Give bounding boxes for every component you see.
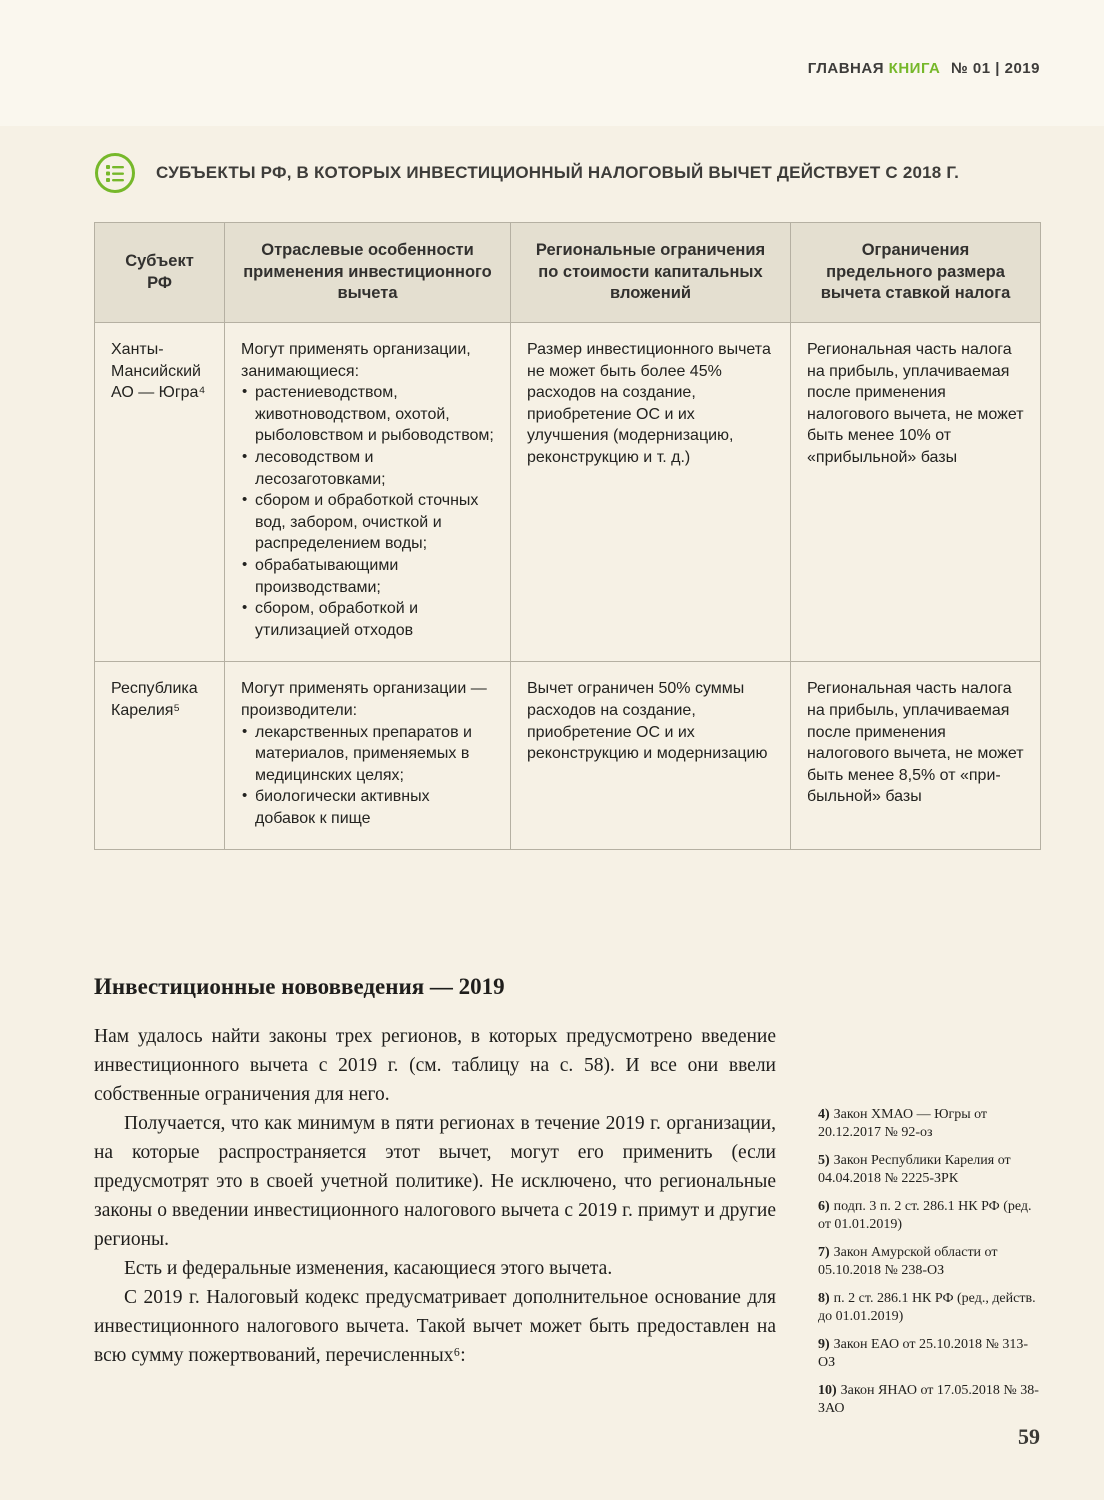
footnote — [818, 1106, 1040, 1142]
footnote-text: подп. 3 п. 2 ст. 286.1 НК РФ (ред. от 01.01.2019) — [818, 1199, 1032, 1232]
bullet-item: • биологически активных добавок к пище — [241, 786, 494, 829]
footnote — [818, 1290, 1040, 1326]
footnote — [818, 1152, 1040, 1188]
issue-label: № 01 | 2019 — [951, 60, 1040, 77]
industry-cell — [225, 662, 511, 850]
industry-intro: Могут применять организации, занимающиеся: — [241, 341, 471, 380]
bullet-item: • сбором и обработкой сточных вод, забором, очисткой и распределением воды; — [241, 490, 494, 555]
table-row — [95, 662, 1041, 850]
subject-cell: Ханты-Мансийский АО — Югра⁴ — [95, 323, 225, 662]
capital-limit-cell: Размер инвестиционного вычета не может быть более 45% расходов на создание, приобретение ОС и их улучшения (модернизацию, реконструкцию и т. д.) — [511, 323, 791, 662]
footnote-number: 4) — [818, 1107, 830, 1122]
footnotes-column — [818, 974, 1040, 1428]
footnote-text: п. 2 ст. 286.1 НК РФ (ред., действ. до 01.01.2019) — [818, 1291, 1036, 1324]
bullet-item: • лесоводством и лесозаготовками; — [241, 447, 494, 490]
footnote-text: Закон ХМАО — Югры от 20.12.2017 № 92-оз — [818, 1107, 988, 1140]
industry-bullet-list — [241, 722, 494, 830]
page-header — [808, 60, 1040, 77]
table-row — [95, 323, 1041, 662]
footnote-number: 6) — [818, 1199, 830, 1214]
footnote-text: Закон ЯНАО от 17.05.2018 № 38-ЗАО — [818, 1383, 1039, 1416]
table-icon — [94, 152, 136, 194]
industry-cell — [225, 323, 511, 662]
footnote — [818, 1244, 1040, 1280]
footnote-text: Закон Республики Карелия от 04.04.2018 № 2225-ЗРК — [818, 1153, 1011, 1186]
table-section-title: СУБЪЕКТЫ РФ, В КОТОРЫХ ИНВЕСТИЦИОННЫЙ НАЛОГОВЫЙ ВЫЧЕТ ДЕЙСТВУЕТ С 2018 Г. — [156, 163, 959, 182]
article-paragraph: Получается, что как минимум в пяти регионах в течение 2019 г. организации, на которые распространяется этот вычет, могут его применить (если предусмотрят это в своей учетной политике). Не исключено, что региональные законы о введении инвестиционного налогового вычета с 2019 г. примут и другие регионы. — [94, 1113, 776, 1250]
footnote — [818, 1336, 1040, 1372]
article-paragraph: Нам удалось найти законы трех регионов, в которых предусмотрено введение инвестиционного вычета с 2019 г. (см. таблицу на с. 58). И все они ввели собственные ограничения для него. — [94, 1026, 776, 1105]
footnote-number: 8) — [818, 1291, 830, 1306]
footnote-number: 9) — [818, 1337, 830, 1352]
article-main-column — [94, 974, 776, 1428]
footnote-text: Закон Амурской области от 05.10.2018 № 238-ОЗ — [818, 1245, 998, 1278]
footnote — [818, 1382, 1040, 1418]
rf-subjects-table-section — [94, 152, 1040, 850]
footnote-text: Закон ЕАО от 25.10.2018 № 313-ОЗ — [818, 1337, 1029, 1370]
article-paragraph: Есть и федеральные изменения, касающиеся этого вычета. — [124, 1258, 613, 1279]
table-header-row — [95, 223, 1041, 323]
article-section — [94, 974, 1040, 1428]
table-title-row — [94, 152, 1040, 194]
column-header-rate-limits: Ограничения предельного размера вычета ставкой налога — [791, 223, 1041, 323]
capital-limit-cell: Вычет ограничен 50% суммы расходов на создание, приобретение ОС и их реконструкцию и модернизацию — [511, 662, 791, 850]
bullet-item: • лекарственных препаратов и материалов, применяемых в медицинских целях; — [241, 722, 494, 787]
brand-name-dark: ГЛАВНАЯ — [807, 60, 884, 77]
article-paragraph: С 2019 г. Налоговый кодекс предусматривает дополнительное основание для инвестиционного налогового вычета. Такой вычет может быть предоставлен на всю сумму пожертвований, перечисленных⁶: — [94, 1287, 776, 1366]
column-header-subject: Субъект РФ — [95, 223, 225, 323]
rf-subjects-table — [94, 222, 1041, 850]
footnote-number: 5) — [818, 1153, 830, 1168]
subject-cell: Республика Карелия⁵ — [95, 662, 225, 850]
brand-name-green: КНИГА — [888, 60, 941, 77]
column-header-capital-limits: Региональные ограничения по стоимости капитальных вложений — [511, 223, 791, 323]
footnote — [818, 1198, 1040, 1234]
column-header-industry: Отраслевые особенности применения инвестиционного вычета — [225, 223, 511, 323]
footnote-number: 10) — [818, 1383, 837, 1398]
footnote-number: 7) — [818, 1245, 830, 1260]
article-heading: Инвестиционные нововведения — 2019 — [94, 974, 505, 999]
industry-bullet-list — [241, 382, 494, 641]
bullet-item: • сбором, обработкой и утилизацией отходов — [241, 598, 494, 641]
bullet-item: • обрабатывающими производствами; — [241, 555, 494, 598]
bullet-item: • растениеводством, животноводством, охотой, рыболовством и рыбоводством; — [241, 382, 494, 447]
rate-limit-cell: Региональная часть налога на прибыль, уплачиваемая после применения налогового вычета, не может быть менее 8,5% от «прибыльной» базы — [791, 662, 1041, 850]
industry-intro: Могут применять организации — производители: — [241, 680, 487, 719]
rate-limit-cell: Региональная часть налога на прибыль, уплачиваемая после применения налогового вычета, не может быть менее 10% от «прибыльной» базы — [791, 323, 1041, 662]
page-number: 59 — [1018, 1424, 1040, 1449]
